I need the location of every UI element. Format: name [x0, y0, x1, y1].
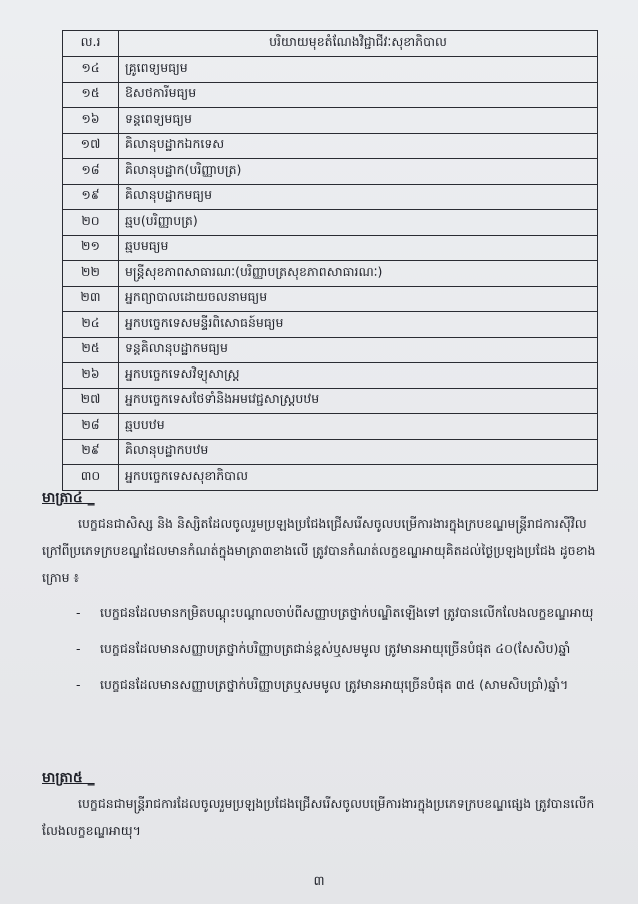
table-row [63, 439, 598, 465]
table-row [63, 337, 598, 363]
row-number: ២២ [63, 261, 119, 287]
column-header-title: បរិយាយមុខតំណែងវិជ្ជាជីវៈសុខាភិបាល [119, 31, 598, 57]
article-5-heading: មាត្រា៥ _ [42, 770, 95, 786]
row-number: ៣០ [63, 465, 119, 491]
table-row [63, 414, 598, 440]
article-4-paragraph: បេក្ខជនជាសិស្ស និង និស្សិតដែលចូលរួមប្រឡងប្រជែងជ្រើសរើសចូលបម្រើការងារក្នុងក្របខណ្ឌមន្ត្រីរាជការស៊ីវិល ក្រៅពីប្រភេទក្របខណ្ឌដែលមានកំណត់ក្នុងមាត្រា៣ខាងលើ ត្រូវបានកំណត់លក្ខខណ្ឌអាយុគិតដល់ថ្ងៃប្រឡងប្រជែង ដូចខាងក្រោម ៖ [42, 516, 596, 585]
row-number: ១៧ [63, 133, 119, 159]
row-number: ២០ [63, 210, 119, 236]
row-number: ១៥ [63, 82, 119, 108]
table-row [63, 133, 598, 159]
table-row [63, 312, 598, 338]
row-title: មន្ត្រីសុខភាពសាធារណៈ(បរិញ្ញាបត្រសុខភាពសាធារណៈ) [119, 261, 598, 287]
list-item: - បេក្ខជនដែលមានកម្រិតបណ្តុះបណ្តាលចាប់ពីសញ្ញាបត្រថ្នាក់បណ្ឌិតឡើងទៅ ត្រូវបានលើកលែងលក្ខខណ្ឌអាយុ [76, 605, 594, 620]
article-5-paragraph: បេក្ខជនជាមន្ត្រីរាជការដែលចូលរួមប្រឡងប្រជែងជ្រើសរើសចូលបម្រើការងារក្នុងប្រភេទក្របខណ្ឌផ្សេង ត្រូវបានលើកលែងលក្ខខណ្ឌអាយុ។ [42, 796, 595, 838]
table-row [63, 159, 598, 185]
row-number: ១៩ [63, 184, 119, 210]
row-title: អ្នកព្យាបាលដោយចលនាមធ្យម [119, 286, 598, 312]
article-4-heading: មាត្រា៤ _ [42, 490, 95, 506]
row-number: ១៦ [63, 108, 119, 134]
row-title: គិលានុបដ្ឋាកមធ្យម [119, 184, 598, 210]
row-title: ឆ្មប(បរិញ្ញាបត្រ) [119, 210, 598, 236]
column-header-number: ល.រ [63, 31, 119, 57]
row-number: ២៧ [63, 388, 119, 414]
table-row [63, 363, 598, 389]
row-title: ទន្តពេទ្យមធ្យម [119, 108, 598, 134]
row-number: ២១ [63, 235, 119, 261]
row-title: ទន្តគិលានុបដ្ឋាកមធ្យម [119, 337, 598, 363]
row-title: គិលានុបដ្ឋាក(បរិញ្ញាបត្រ) [119, 159, 598, 185]
table-row [63, 210, 598, 236]
bullet-text: បេក្ខជនដែលមានសញ្ញាបត្រថ្នាក់បរិញ្ញាបត្រជាន់ខ្ពស់ឬសមមូល ត្រូវមានអាយុច្រើនបំផុត ៤០(សែសិប)ឆ្នាំ [100, 641, 571, 656]
row-number: ២៣ [63, 286, 119, 312]
table-row [63, 108, 598, 134]
row-title: ឆ្មបមធ្យម [119, 235, 598, 261]
row-title: អ្នកបច្ចេកទេសថែទាំនិងអមវេជ្ជសាស្ត្របឋម [119, 388, 598, 414]
row-number: ១៤ [63, 57, 119, 83]
bullet-text: បេក្ខជនដែលមានសញ្ញាបត្រថ្នាក់បរិញ្ញាបត្រឬសមមូល ត្រូវមានអាយុច្រើនបំផុត ៣៥ (សាមសិបប្រាំ)ឆ្នាំ។ [100, 677, 569, 692]
row-title: គ្រូពេទ្យមធ្យម [119, 57, 598, 83]
row-title: អ្នកបច្ចេកទេសវិទ្យុសាស្ត្រ [119, 363, 598, 389]
row-number: ១៨ [63, 159, 119, 185]
table-row [63, 286, 598, 312]
row-number: ២៦ [63, 363, 119, 389]
table-header-row [63, 31, 598, 57]
row-number: ២៤ [63, 312, 119, 338]
row-title: គិលានុបដ្ឋាកបឋម [119, 439, 598, 465]
row-number: ២៨ [63, 414, 119, 440]
table-row [63, 57, 598, 83]
row-title: គិលានុបដ្ឋាកឯកទេស [119, 133, 598, 159]
article-4-bullet-list [76, 599, 605, 707]
row-title: ឱសថការីមធ្យម [119, 82, 598, 108]
list-item: - បេក្ខជនដែលមានសញ្ញាបត្រថ្នាក់បរិញ្ញាបត្រឬសមមូល ត្រូវមានអាយុច្រើនបំផុត ៣៥ (សាមសិបប្រាំ)ឆ្នាំ។ [76, 677, 569, 692]
table-row [63, 82, 598, 108]
row-title: អ្នកបច្ចេកទេសសុខាភិបាល [119, 465, 598, 491]
row-number: ២៥ [63, 337, 119, 363]
health-professions-table [62, 30, 598, 491]
row-title: ឆ្មបបឋម [119, 414, 598, 440]
table-row [63, 184, 598, 210]
bullet-text: បេក្ខជនដែលមានកម្រិតបណ្តុះបណ្តាលចាប់ពីសញ្ញាបត្រថ្នាក់បណ្ឌិតឡើងទៅ ត្រូវបានលើកលែងលក្ខខណ្ឌអាយុ [100, 605, 594, 620]
row-title: អ្នកបច្ចេកទេសមន្ទីរពិសោធន៍មធ្យម [119, 312, 598, 338]
row-number: ២៩ [63, 439, 119, 465]
table-row [63, 388, 598, 414]
table-row [63, 235, 598, 261]
table-row [63, 261, 598, 287]
page-number: ៣ [313, 874, 325, 889]
table-row [63, 465, 598, 491]
list-item: - បេក្ខជនដែលមានសញ្ញាបត្រថ្នាក់បរិញ្ញាបត្រជាន់ខ្ពស់ឬសមមូល ត្រូវមានអាយុច្រើនបំផុត ៤០(សែសិប)ឆ្នាំ [76, 641, 571, 656]
